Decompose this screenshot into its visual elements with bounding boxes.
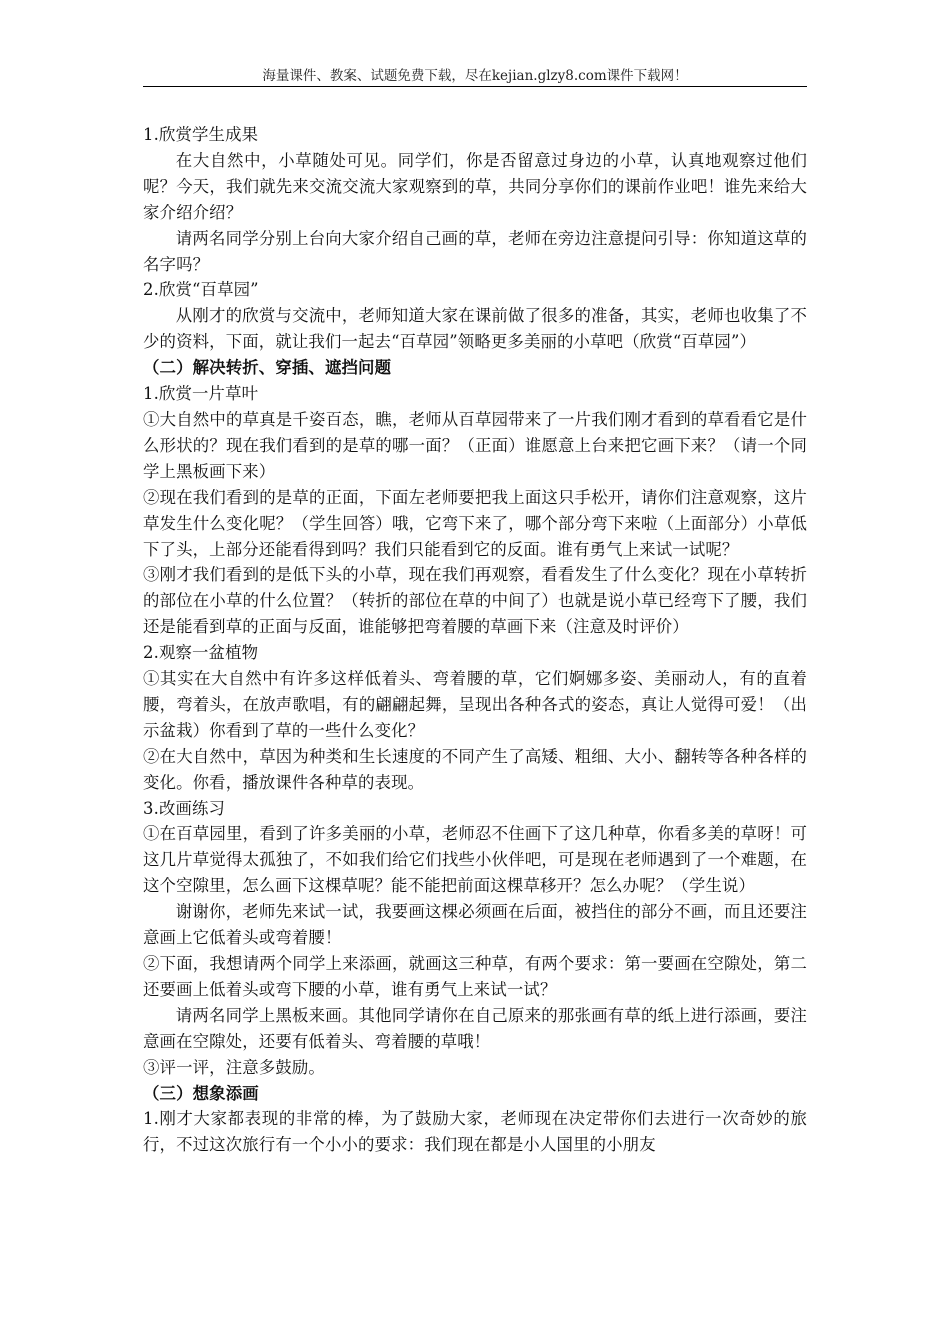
page-header: 海量课件、教案、试题免费下载，尽在kejian.glzy8.com课件下载网！ bbox=[262, 68, 688, 84]
paragraph: 从刚才的欣赏与交流中，老师知道大家在课前做了很多的准备，其实，老师也收集了不少的资料，下面，就让我们一起去“百草园”领略更多美丽的小草吧（欣赏“百草园”） bbox=[143, 306, 807, 352]
section-heading: （三）想象添画 bbox=[143, 1083, 259, 1103]
paragraph: 2.观察一盆植物 bbox=[143, 643, 259, 663]
paragraph: 在大自然中，小草随处可见。同学们，你是否留意过身边的小草，认真地观察过他们呢？今天，我们就先来交流交流大家观察到的草，共同分享你们的课前作业吧！谁先来给大家介绍介绍？ bbox=[143, 150, 807, 222]
paragraph: ③评一评，注意多鼓励。 bbox=[143, 1057, 325, 1077]
paragraph: ①在百草园里，看到了许多美丽的小草，老师忍不住画下了这几种草，你看多美的草呀！可这几片草觉得太孤独了，不如我们给它们找些小伙伴吧，可是现在老师遇到了一个难题，在这个空隙里，怎么画下这棵草呢？能不能把前面这棵草移开？怎么办呢？（学生说） bbox=[143, 824, 807, 896]
paragraph: ③刚才我们看到的是低下头的小草，现在我们再观察，看看发生了什么变化？现在小草转折的部位在小草的什么位置？（转折的部位在草的中间了）也就是说小草已经弯下了腰，我们还是能看到草的正面与反面，谁能够把弯着腰的草画下来（注意及时评价） bbox=[143, 565, 807, 637]
header-divider bbox=[143, 86, 807, 87]
paragraph: ②现在我们看到的是草的正面，下面左老师要把我上面这只手松开，请你们注意观察，这片草发生什么变化呢？（学生回答）哦，它弯下来了，哪个部分弯下来啦（上面部分）小草低下了头，上部分还能看得到吗？我们只能看到它的反面。谁有勇气上来试一试呢？ bbox=[143, 487, 807, 559]
paragraph: 1.刚才大家都表现的非常的棒，为了鼓励大家，老师现在决定带你们去进行一次奇妙的旅行，不过这次旅行有一个小小的要求：我们现在都是小人国里的小朋友 bbox=[143, 1109, 807, 1155]
paragraph: 谢谢你，老师先来试一试，我要画这棵必须画在后面，被挡住的部分不画，而且还要注意画上它低着头或弯着腰！ bbox=[143, 902, 807, 948]
paragraph: 2.欣赏“百草园” bbox=[143, 280, 259, 300]
section-heading: （二）解决转折、穿插、遮挡问题 bbox=[143, 358, 392, 378]
paragraph: ②下面，我想请两个同学上来添画，就画这三种草，有两个要求：第一要画在空隙处，第二还要画上低着头或弯下腰的小草，谁有勇气上来试一试？ bbox=[143, 954, 807, 999]
paragraph: 3.改画练习 bbox=[143, 798, 226, 818]
paragraph: 请两名同学分别上台向大家介绍自己画的草，老师在旁边注意提问引导：你知道这草的名字吗？ bbox=[143, 228, 807, 274]
paragraph: 1.欣赏一片草叶 bbox=[143, 384, 259, 404]
paragraph: ①大自然中的草真是千姿百态，瞧，老师从百草园带来了一片我们刚才看到的草看看它是什么形状的？现在我们看到的是草的哪一面？（正面）谁愿意上台来把它画下来？（请一个同学上黑板画下来） bbox=[143, 409, 807, 481]
paragraph: 请两名同学上黑板来画。其他同学请你在自己原来的那张画有草的纸上进行添画，要注意画在空隙处，还要有低着头、弯着腰的草哦！ bbox=[143, 1005, 807, 1051]
paragraph: 1.欣赏学生成果 bbox=[143, 125, 259, 144]
paragraph: ②在大自然中，草因为种类和生长速度的不同产生了高矮、粗细、大小、翻转等各种各样的变化。你看，播放课件各种草的表现。 bbox=[143, 746, 807, 792]
paragraph: ①其实在大自然中有许多这样低着头、弯着腰的草，它们婀娜多姿、美丽动人，有的直着腰，弯着头，在放声歌唱，有的翩翩起舞，呈现出各种各式的姿态，真让人觉得可爱！（出示盆栽）你看到了草的一些什么变化？ bbox=[143, 669, 807, 740]
document-body bbox=[143, 122, 807, 1158]
